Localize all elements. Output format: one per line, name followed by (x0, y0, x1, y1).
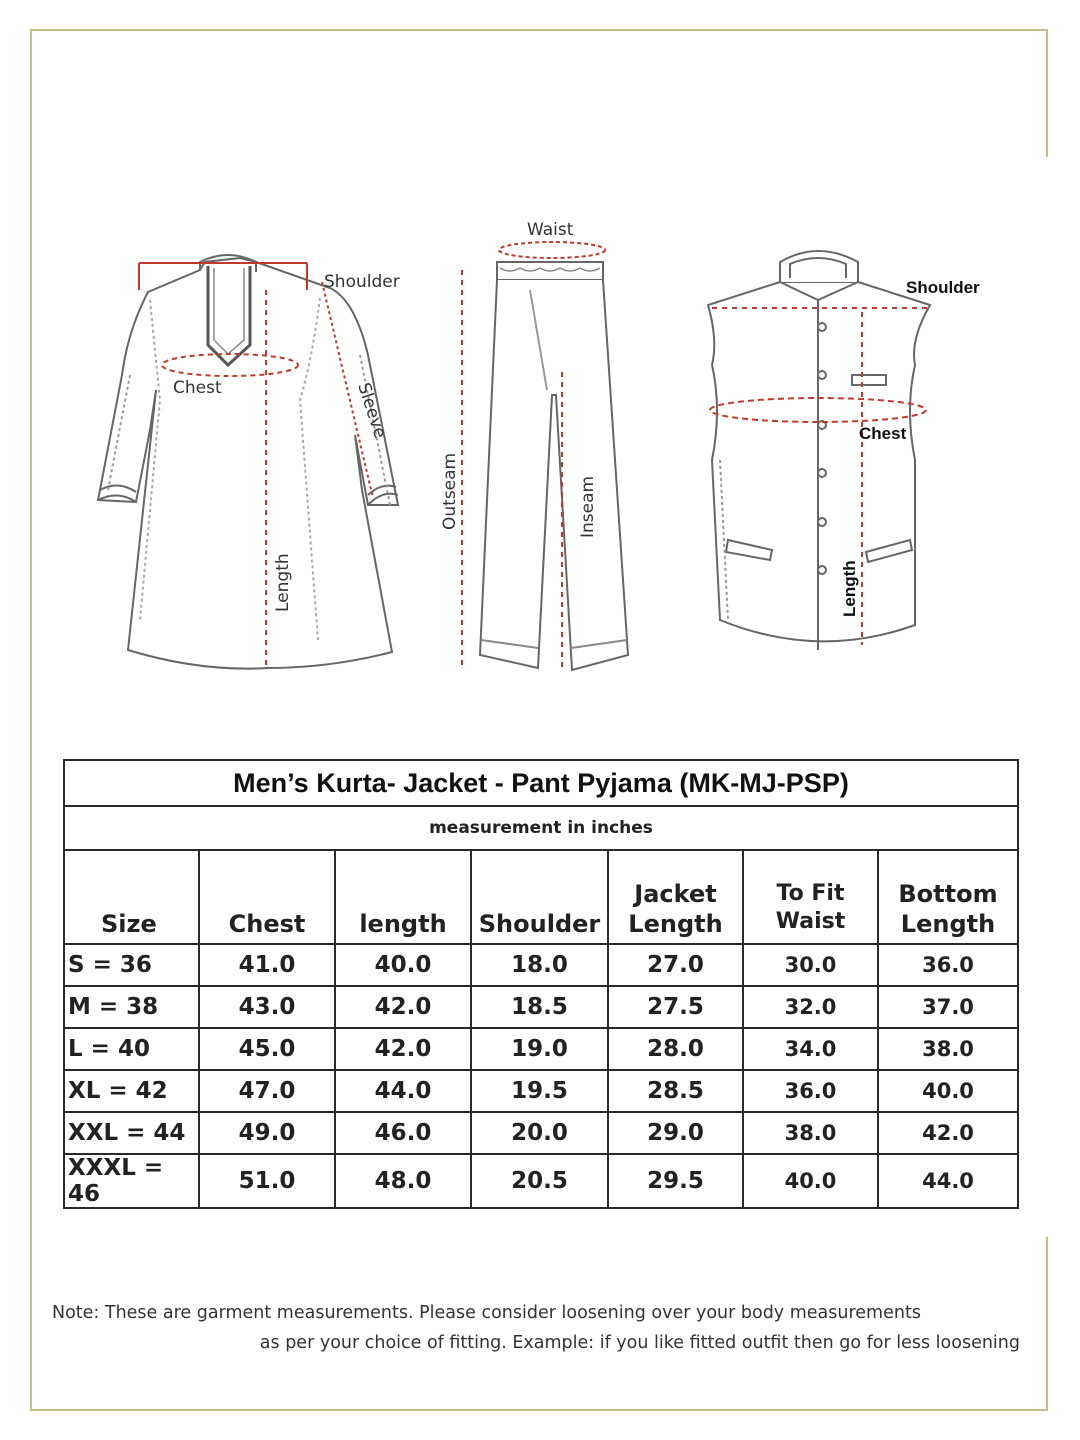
pyjama-waist-line (499, 242, 605, 258)
cell-size: XXL = 44 (64, 1112, 199, 1154)
pyjama-illustration (480, 262, 628, 670)
header-jacket-line1: Jacket (634, 880, 717, 908)
cell-length: 48.0 (335, 1154, 471, 1208)
header-bottom-length (878, 850, 1018, 944)
cell-chest: 41.0 (199, 944, 335, 986)
cell-waist: 30.0 (743, 944, 878, 986)
cell-shoulder: 20.5 (471, 1154, 608, 1208)
cell-shoulder: 18.0 (471, 944, 608, 986)
cell-length: 42.0 (335, 986, 471, 1028)
cell-jacket-length: 28.0 (608, 1028, 743, 1070)
cell-chest: 47.0 (199, 1070, 335, 1112)
cell-length: 42.0 (335, 1028, 471, 1070)
jacket-button (818, 371, 826, 379)
pyjama-inseam-label: Inseam (578, 475, 598, 538)
cell-chest: 49.0 (199, 1112, 335, 1154)
header-shoulder: Shoulder (471, 850, 608, 944)
table-subtitle: measurement in inches (64, 806, 1018, 850)
jacket-illustration (708, 251, 930, 650)
header-bottom-line2: Length (900, 910, 996, 938)
cell-waist: 36.0 (743, 1070, 878, 1112)
cell-length: 46.0 (335, 1112, 471, 1154)
fit-note-line2: as per your choice of fitting. Example: if you like fitted outfit then go for less loosening (259, 1333, 1020, 1353)
header-bottom-line1: Bottom (898, 880, 998, 908)
header-length: length (335, 850, 471, 944)
cell-chest: 43.0 (199, 986, 335, 1028)
header-size: Size (64, 850, 199, 944)
cell-waist: 40.0 (743, 1154, 878, 1208)
table-header-row (64, 850, 1018, 944)
table-row (64, 1154, 1018, 1208)
fit-note (52, 1298, 1020, 1358)
table-row (64, 1070, 1018, 1112)
cell-waist: 32.0 (743, 986, 878, 1028)
cell-shoulder: 18.5 (471, 986, 608, 1028)
cell-size: S = 36 (64, 944, 199, 986)
cell-size: L = 40 (64, 1028, 199, 1070)
cell-length: 44.0 (335, 1070, 471, 1112)
jacket-shoulder-label: Shoulder (906, 278, 980, 297)
cell-jacket-length: 28.5 (608, 1070, 743, 1112)
table-row (64, 1112, 1018, 1154)
jacket-button (818, 518, 826, 526)
table-title: Men’s Kurta- Jacket - Pant Pyjama (MK-MJ-PSP) (64, 760, 1018, 806)
kurta-sleeve-label: Sleeve (353, 380, 390, 441)
size-chart-table (63, 759, 1019, 1209)
header-jacket-line2: Length (628, 910, 723, 938)
cell-chest: 45.0 (199, 1028, 335, 1070)
cell-size: M = 38 (64, 986, 199, 1028)
cell-bottom-length: 42.0 (878, 1112, 1018, 1154)
header-jacket-length (608, 850, 743, 944)
cell-shoulder: 19.5 (471, 1070, 608, 1112)
table-row (64, 944, 1018, 986)
header-waist-line2: Waist (775, 908, 846, 934)
jacket-length-label: Length (840, 560, 859, 617)
cell-size: XL = 42 (64, 1070, 199, 1112)
table-row (64, 986, 1018, 1028)
jacket-button (818, 323, 826, 331)
cell-bottom-length: 38.0 (878, 1028, 1018, 1070)
cell-bottom-length: 37.0 (878, 986, 1018, 1028)
cell-bottom-length: 36.0 (878, 944, 1018, 986)
cell-shoulder: 20.0 (471, 1112, 608, 1154)
jacket-button (818, 566, 826, 574)
header-to-fit-waist (743, 850, 878, 944)
header-chest: Chest (199, 850, 335, 944)
cell-waist: 38.0 (743, 1112, 878, 1154)
pyjama-waist-label: Waist (527, 220, 574, 240)
kurta-illustration (98, 255, 398, 669)
jacket-chest-label: Chest (859, 424, 907, 443)
cell-jacket-length: 27.0 (608, 944, 743, 986)
cell-chest: 51.0 (199, 1154, 335, 1208)
cell-length: 40.0 (335, 944, 471, 986)
cell-waist: 34.0 (743, 1028, 878, 1070)
jacket-button (818, 469, 826, 477)
table-row (64, 1028, 1018, 1070)
cell-jacket-length: 29.0 (608, 1112, 743, 1154)
kurta-chest-label: Chest (173, 378, 222, 398)
kurta-length-label: Length (273, 553, 293, 612)
cell-shoulder: 19.0 (471, 1028, 608, 1070)
cell-jacket-length: 27.5 (608, 986, 743, 1028)
header-waist-line1: To Fit (776, 881, 845, 906)
pyjama-outseam-label: Outseam (440, 452, 460, 530)
kurta-shoulder-label: Shoulder (324, 272, 400, 292)
cell-jacket-length: 29.5 (608, 1154, 743, 1208)
cell-bottom-length: 40.0 (878, 1070, 1018, 1112)
cell-bottom-length: 44.0 (878, 1154, 1018, 1208)
cell-size: XXXL = 46 (64, 1154, 199, 1208)
fit-note-line1: Note: These are garment measurements. Please consider loosening over your body measurements (52, 1303, 921, 1323)
